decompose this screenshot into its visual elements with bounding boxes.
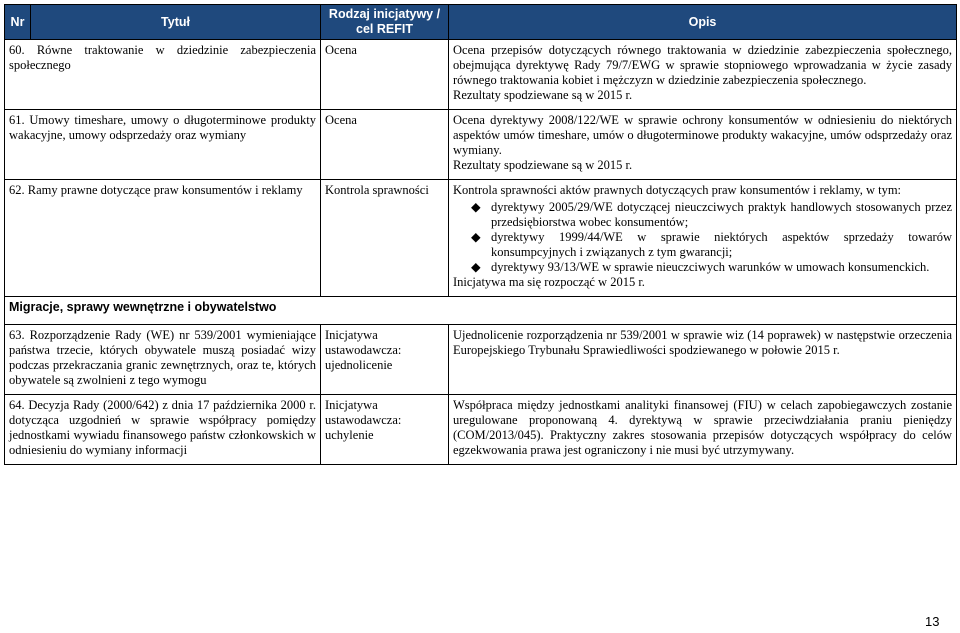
bullet-icon: ◆ xyxy=(471,200,481,214)
section-title: Migracje, sprawy wewnętrzne i obywatelstwo xyxy=(5,297,957,325)
table-row xyxy=(5,395,957,465)
row-63-title-cell xyxy=(5,325,321,395)
row-description-cell xyxy=(449,110,957,180)
row-type: Ocena xyxy=(321,110,449,180)
row-62-title-cell xyxy=(5,180,321,297)
bullet-icon: ◆ xyxy=(471,260,481,274)
table-row xyxy=(5,325,957,395)
row-type: Inicjatywa ustawodawcza: ujednolicenie xyxy=(321,325,449,395)
row-description: Ocena dyrektywy 2008/122/WE w sprawie ochrony konsumentów w odniesieniu do niektórych aspektów umów timeshare, umów o długoterminowe produkty wakacyjne, umów odsprzedaży oraz wymiany. xyxy=(453,113,952,157)
row-description: Ujednolicenie rozporządzenia nr 539/2001 w sprawie wiz (14 poprawek) w następstwie orzeczenia Europejskiego Trybunału Sprawiedliwości spodziewanego w połowie 2015 r. xyxy=(449,325,957,395)
row-60-title-cell xyxy=(5,40,321,110)
header-title: Tytuł xyxy=(31,5,321,40)
row-type: Ocena xyxy=(321,40,449,110)
row-title: Rozporządzenie Rady (WE) nr 539/2001 wymieniające państwa trzecie, których obywatele muszą posiadać wizy podczas przekraczania granic zewnętrznych, oraz te, których obywatele są zwolnieni z tego wymogu xyxy=(9,328,317,387)
row-number: 64. xyxy=(9,398,25,412)
row-description-cell xyxy=(449,180,957,297)
row-number: 60. xyxy=(9,43,25,57)
bullet-icon: ◆ xyxy=(471,230,481,244)
bullet-text: dyrektywy 2005/29/WE dotyczącej nieuczciwych praktyk handlowych stosowanych przez przedsiębiorstwa wobec konsumentów; xyxy=(491,200,952,229)
bullet-item xyxy=(471,200,952,230)
bullet-text: dyrektywy 1999/44/WE w sprawie niektórych aspektów sprzedaży towarów konsumpcyjnych i związanych z tym gwarancji; xyxy=(491,230,952,259)
header-type-line1: Rodzaj inicjatywy / xyxy=(328,7,441,21)
row-description: Ocena przepisów dotyczących równego traktowania w dziedzinie zabezpieczenia społecznego, obejmująca dyrektywę Rady 79/7/EWG w sprawie stopniowego wprowadzania w życie zasady równego traktowania kobiet i mężczyzn w dziedzinie zabezpieczenia społecznego. xyxy=(453,43,952,87)
header-type xyxy=(321,5,449,40)
row-description: Kontrola sprawności aktów prawnych dotyczących praw konsumentów i reklamy, w tym: xyxy=(453,183,902,197)
bullet-item xyxy=(471,230,952,260)
row-number: 61. xyxy=(9,113,25,127)
row-description: Współpraca między jednostkami analityki finansowej (FIU) w celach zapobiegawczych zostanie uregulowane proponowaną 4. dyrektywą w sprawie przeciwdziałania praniu pieniędzy (COM/2013/045). Praktyczny zakres stosowania przepisów dotyczących współpracy do celów egzekwowania prawa jest ograniczony i nie musi być utrzymywany. xyxy=(449,395,957,465)
row-61-title-cell xyxy=(5,110,321,180)
row-result: Inicjatywa ma się rozpocząć w 2015 r. xyxy=(453,275,645,289)
row-title: Umowy timeshare, umowy o długoterminowe produkty wakacyjne, umowy odsprzedaży oraz wymiany xyxy=(9,113,316,142)
initiatives-table xyxy=(4,4,957,465)
table-row xyxy=(5,180,957,297)
header-description: Opis xyxy=(449,5,957,40)
header-type-line2: cel REFIT xyxy=(356,22,413,36)
row-title: Decyzja Rady (2000/642) z dnia 17 października 2000 r. dotycząca uzgodnień w sprawie współpracy pomiędzy jednostkami wywiadu finansowego państw członkowskich w odniesieniu do wymiany informacji xyxy=(9,398,316,457)
row-64-title-cell xyxy=(5,395,321,465)
header-nr: Nr xyxy=(5,5,31,40)
row-description-cell xyxy=(449,40,957,110)
row-result: Rezultaty spodziewane są w 2015 r. xyxy=(453,158,633,172)
row-type: Kontrola sprawności xyxy=(321,180,449,297)
section-row xyxy=(5,297,957,325)
table-row xyxy=(5,110,957,180)
row-number: 63. xyxy=(9,328,25,342)
row-type: Inicjatywa ustawodawcza: uchylenie xyxy=(321,395,449,465)
row-result: Rezultaty spodziewane są w 2015 r. xyxy=(453,88,633,102)
table-row xyxy=(5,40,957,110)
page-number: 13 xyxy=(925,614,940,629)
bullet-text: dyrektywy 93/13/WE w sprawie nieuczciwych warunków w umowach konsumenckich. xyxy=(491,260,930,274)
row-title: Równe traktowanie w dziedzinie zabezpieczenia społecznego xyxy=(9,43,316,72)
bullet-item xyxy=(471,260,952,275)
row-number: 62. xyxy=(9,183,25,197)
bullet-list xyxy=(453,200,952,275)
row-title: Ramy prawne dotyczące praw konsumentów i reklamy xyxy=(27,183,303,197)
table-header-row xyxy=(5,5,957,40)
